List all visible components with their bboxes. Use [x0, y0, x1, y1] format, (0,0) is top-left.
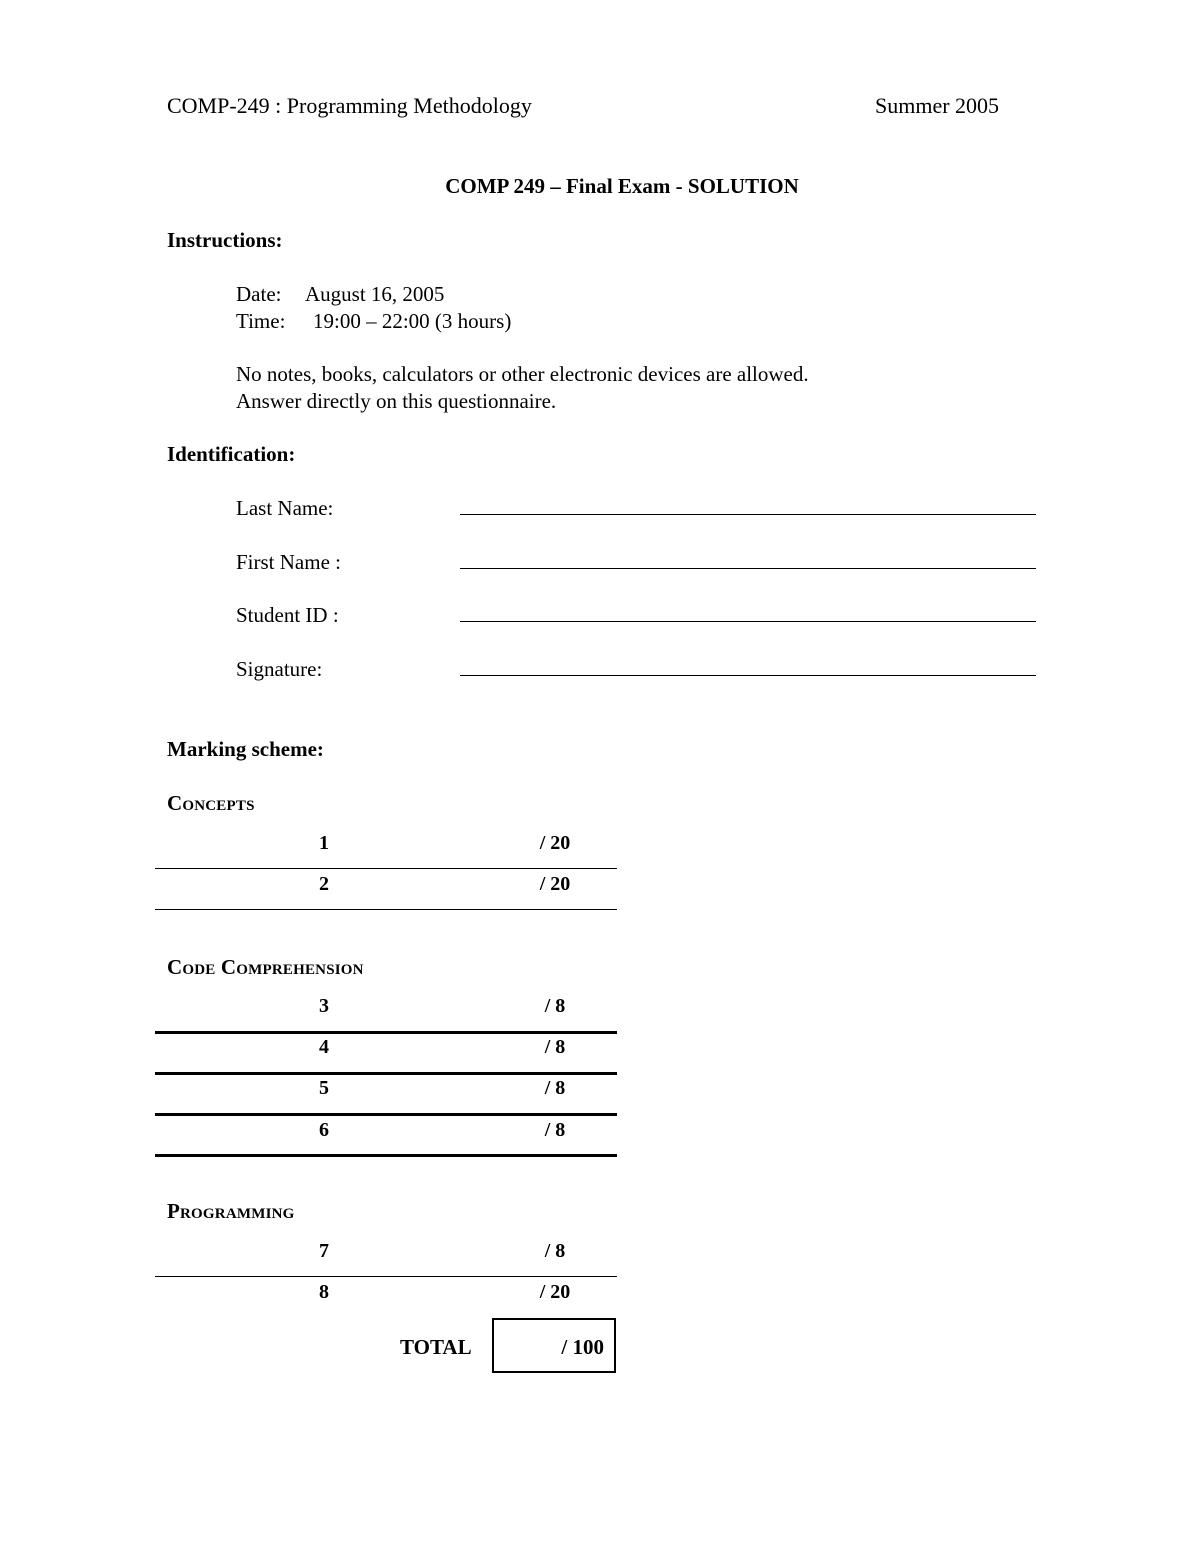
row-divider — [155, 1072, 617, 1075]
question-number: 6 — [319, 1119, 329, 1141]
question-number: 7 — [319, 1240, 329, 1262]
date-value: August 16, 2005 — [305, 282, 445, 306]
date-label: Date: — [236, 282, 282, 306]
first-name-label: First Name : — [236, 550, 341, 574]
question-points: / 8 — [544, 995, 566, 1017]
question-points: / 20 — [539, 873, 571, 895]
instructions-heading: Instructions: — [167, 228, 283, 252]
row-divider — [155, 1031, 617, 1034]
question-number: 2 — [319, 873, 329, 895]
question-number: 5 — [319, 1077, 329, 1099]
question-points: / 8 — [544, 1036, 566, 1058]
row-divider — [155, 1154, 617, 1157]
first-name-field[interactable] — [460, 568, 1036, 569]
last-name-label: Last Name: — [236, 496, 334, 520]
question-points: / 8 — [544, 1119, 566, 1141]
course-header: COMP-249 : Programming Methodology — [167, 93, 532, 118]
term-header: Summer 2005 — [875, 93, 1000, 118]
section-title-code-comprehension: Code Comprehension — [167, 955, 364, 979]
identification-heading: Identification: — [167, 442, 296, 466]
section-title-programming: Programming — [167, 1199, 295, 1223]
row-divider — [155, 1276, 617, 1277]
signature-field[interactable] — [460, 675, 1036, 676]
question-points: / 20 — [539, 1281, 571, 1303]
marking-scheme-heading: Marking scheme: — [167, 737, 324, 761]
page-title: COMP 249 – Final Exam - SOLUTION — [445, 174, 799, 198]
question-number: 1 — [319, 832, 329, 854]
row-divider — [155, 1113, 617, 1116]
rule-answer-directly: Answer directly on this questionnaire. — [236, 389, 557, 413]
time-value: 19:00 – 22:00 (3 hours) — [313, 309, 512, 333]
question-points: / 8 — [544, 1077, 566, 1099]
student-id-field[interactable] — [460, 621, 1036, 622]
rule-no-devices: No notes, books, calculators or other electronic devices are allowed. — [236, 362, 809, 386]
total-label: TOTAL — [400, 1335, 472, 1359]
section-title-concepts: Concepts — [167, 791, 255, 815]
row-divider — [155, 909, 617, 910]
total-points: / 100 — [561, 1335, 604, 1359]
question-number: 3 — [319, 995, 329, 1017]
student-id-label: Student ID : — [236, 603, 339, 627]
question-number: 4 — [319, 1036, 329, 1058]
question-points: / 20 — [539, 832, 571, 854]
question-points: / 8 — [544, 1240, 566, 1262]
time-label: Time: — [236, 309, 286, 333]
row-divider — [155, 868, 617, 869]
total-score-box[interactable] — [492, 1318, 616, 1373]
signature-label: Signature: — [236, 657, 323, 681]
last-name-field[interactable] — [460, 514, 1036, 515]
question-number: 8 — [319, 1281, 329, 1303]
